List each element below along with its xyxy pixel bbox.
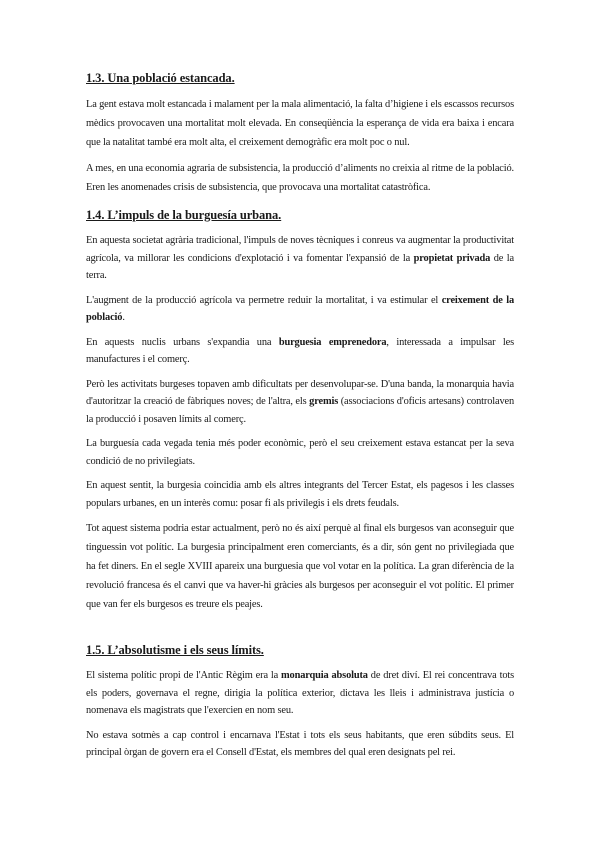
paragraph (86, 477, 514, 512)
text-run: La gent estava molt estancada i malament per la mala alimentació, la falta d’higiene i els escassos recursos mèdics provocaven una mortalitat molt elevada. En conseqüència la esperança de vida era baixa i encara que la natalitat també era molt alta, el creixement demogràfic era molt poc o nul. (86, 99, 514, 148)
text-run: El sistema polític propi de l'Antic Règim era la (86, 670, 282, 681)
text-run: , interessada a impulsar les manufactures i el comerç. (86, 336, 514, 365)
text-run: En aquest sentit, la burgesia coincidia amb els altres integrants del Tercer Estat, els pagesos i les classes populars urbanes, en un interès comu: posar fi als privilegis i els drets feudals. (86, 480, 514, 509)
paragraph (86, 95, 514, 152)
text-run: En aquesta societat agrària tradicional, l'impuls de noves tècniques i conreus va augmentar la productivitat agrícola, va millorar les condicions d'explotació i va fomentar l'expansió de la (86, 235, 514, 264)
text-run: A mes, en una economia agraria de subsistencia, la producció d’aliments no creixia al ritme de la població. Eren les anomenades crisis de subsistencia, que provocava una mortalitat catastròfica. (86, 163, 514, 193)
text-run: En aquests nuclis urbans s'expandia una (86, 336, 279, 348)
paragraph (86, 519, 514, 614)
text-run: (associacions d'oficis artesans) controlaven la producció i posaven límits al comerç. (86, 396, 514, 425)
text-run: L'augment de la producció agrícola va permetre reduir la mortalitat, i va estimular el (86, 294, 442, 306)
bold-term: propietat privada (413, 252, 491, 264)
bold-term: gremis (309, 396, 339, 407)
section-heading-1-3: 1.3. Una població estancada. (86, 71, 235, 85)
paragraph (86, 292, 514, 327)
section-heading-1-5: 1.5. L’absolutisme i els seus límits. (86, 643, 264, 657)
document-content (86, 70, 514, 769)
text-run: La burguesía cada vegada tenia més poder econòmic, però el seu creixement estava estancat per la seva condició de no privilegiats. (86, 438, 514, 467)
paragraph (86, 334, 514, 369)
paragraph (86, 376, 514, 429)
text-run: Tot aquest sistema podria estar actualment, però no és així perquè al final els burgesos van aconseguir que tinguessin vot polític. La burgesia principalment eren comerciants, és a dir, són gent no privilegiada que ha fet diners. En el segle XVIII apareix una burguesia que vol votar en la política. La gran diferència de la revolució francesa és el canvi que va haver-hi gràcies als burgesos per aconseguir el vot polític. El primer que van fer els burgesos es treure els peajes. (86, 523, 514, 610)
text-run: de la terra. (86, 252, 514, 281)
text-run: No estava sotmès a cap control i encarnava l'Estat i tots els seus habitants, que eren súbdits seus. El principal òrgan de govern era el Consell d'Estat, els membres del qual eren designats pel rei. (86, 729, 514, 758)
paragraph (86, 727, 514, 762)
section-heading-1-4: 1.4. L’impuls de la burguesía urbana. (86, 208, 282, 222)
paragraph (86, 159, 514, 197)
bold-term: creixement de la població (86, 294, 514, 323)
bold-term: burguesia emprenedora (278, 336, 387, 348)
text-run: Però les activitats burgeses topaven amb dificultats per desenvolupar-se. D'una banda, la monarquia havia d'autoritzar la creació de fàbriques noves; de l'altra, els (86, 378, 514, 407)
paragraph (86, 435, 514, 470)
paragraph (86, 232, 514, 285)
paragraph (86, 667, 514, 720)
bold-term: monarquia absoluta (281, 670, 368, 681)
text-run: . (122, 312, 125, 323)
text-run: de dret diví. El rei concentrava tots els poders, governava el regne, dirigia la política exterior, dictava les lleis i administrava justícia o nomenava els magistrats que l'exercien en nom seu. (86, 670, 514, 716)
